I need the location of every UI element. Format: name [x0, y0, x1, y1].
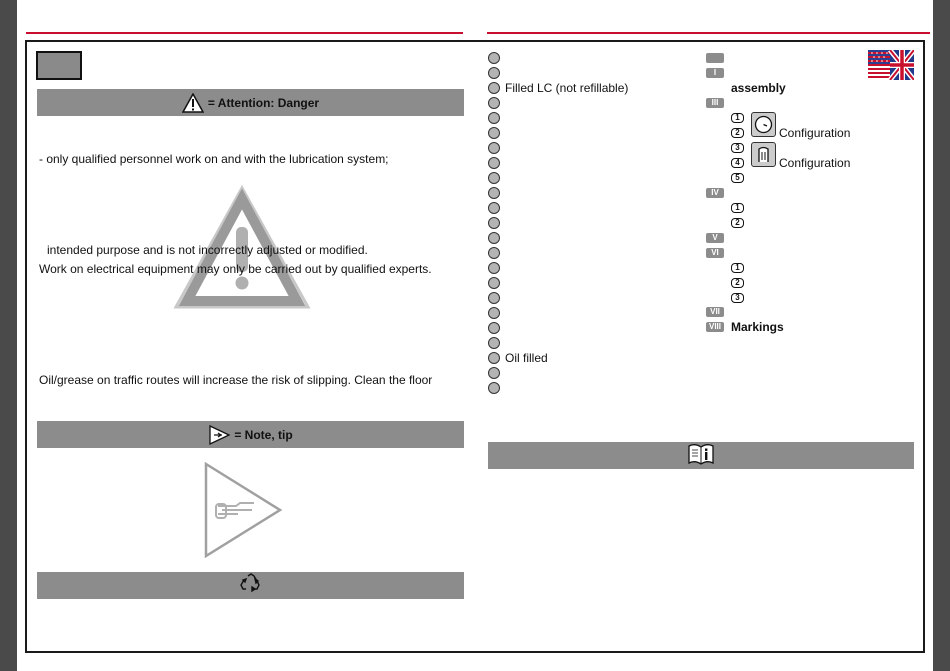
list-bullet: [488, 337, 500, 349]
danger-bar: [37, 89, 464, 116]
list-bullet: [488, 292, 500, 304]
header-rule-left: [26, 32, 463, 34]
door-icon: [751, 142, 776, 167]
number-badge: 2: [731, 128, 744, 138]
list-bullet: [488, 352, 500, 364]
list-bullet: [488, 382, 500, 394]
page-edge-left: [0, 0, 17, 671]
number-badge: 3: [731, 143, 744, 153]
list-bullet: [488, 157, 500, 169]
list-item-label: Filled LC (not refillable): [505, 81, 629, 95]
list-bullet: [488, 82, 500, 94]
danger-title: = Attention: Danger: [207, 95, 320, 110]
list-bullet: [488, 322, 500, 334]
configuration-label-1: Configuration: [779, 126, 851, 140]
roman-badge: VIII: [706, 322, 724, 332]
number-badge: 5: [731, 173, 744, 183]
list-bullet: [488, 367, 500, 379]
note-hand-large-icon: [204, 462, 282, 558]
roman-badge: V: [706, 233, 724, 243]
note-bar: [37, 421, 464, 448]
number-badge: 4: [731, 158, 744, 168]
list-bullet: [488, 67, 500, 79]
note-title: = Note, tip: [234, 427, 293, 442]
list-bullet: [488, 112, 500, 124]
list-bullet: [488, 142, 500, 154]
roman-badge: VI: [706, 248, 724, 258]
roman-badge: VII: [706, 307, 724, 317]
list-bullet: [488, 187, 500, 199]
number-badge: 3: [731, 293, 744, 303]
number-badge: 1: [731, 203, 744, 213]
number-badge: 2: [731, 218, 744, 228]
section-number-box: [36, 51, 82, 80]
list-bullet: [488, 97, 500, 109]
text-electrical: Work on electrical equipment may only be carried out by qualified experts.: [39, 262, 432, 276]
list-bullet: [488, 247, 500, 259]
list-bullet: [488, 202, 500, 214]
list-bullet: [488, 217, 500, 229]
header-rule-right: [487, 32, 930, 34]
list-bullet: [488, 277, 500, 289]
uk-flag-icon: [868, 50, 914, 80]
text-qualified: - only qualified personnel work on and with the lubrication system;: [39, 152, 389, 166]
page-edge-right: [933, 0, 950, 671]
number-badge: 1: [731, 263, 744, 273]
info-bar: [488, 442, 914, 469]
recycle-icon: [239, 573, 263, 598]
note-hand-icon: [208, 425, 230, 445]
recycle-bar: [37, 572, 464, 599]
roman-badge: [706, 53, 724, 63]
list-item-label: Oil filled: [505, 351, 548, 365]
configuration-label-2: Configuration: [779, 156, 851, 170]
list-bullet: [488, 52, 500, 64]
text-intended: intended purpose and is not incorrectly adjusted or modified.: [47, 243, 368, 257]
markings-label: Markings: [731, 320, 784, 334]
list-bullet: [488, 127, 500, 139]
roman-badge: I: [706, 68, 724, 78]
clock-icon: [751, 112, 776, 137]
warning-triangle-icon: [182, 93, 204, 113]
list-bullet: [488, 262, 500, 274]
list-bullet: [488, 307, 500, 319]
text-oil: Oil/grease on traffic routes will increase the risk of slipping. Clean the floor: [39, 373, 433, 387]
book-info-icon: [688, 443, 714, 468]
number-badge: 2: [731, 278, 744, 288]
list-bullet: [488, 172, 500, 184]
roman-badge: IV: [706, 188, 724, 198]
assembly-label: assembly: [731, 81, 786, 95]
number-badge: 1: [731, 113, 744, 123]
roman-badge: III: [706, 98, 724, 108]
list-bullet: [488, 232, 500, 244]
